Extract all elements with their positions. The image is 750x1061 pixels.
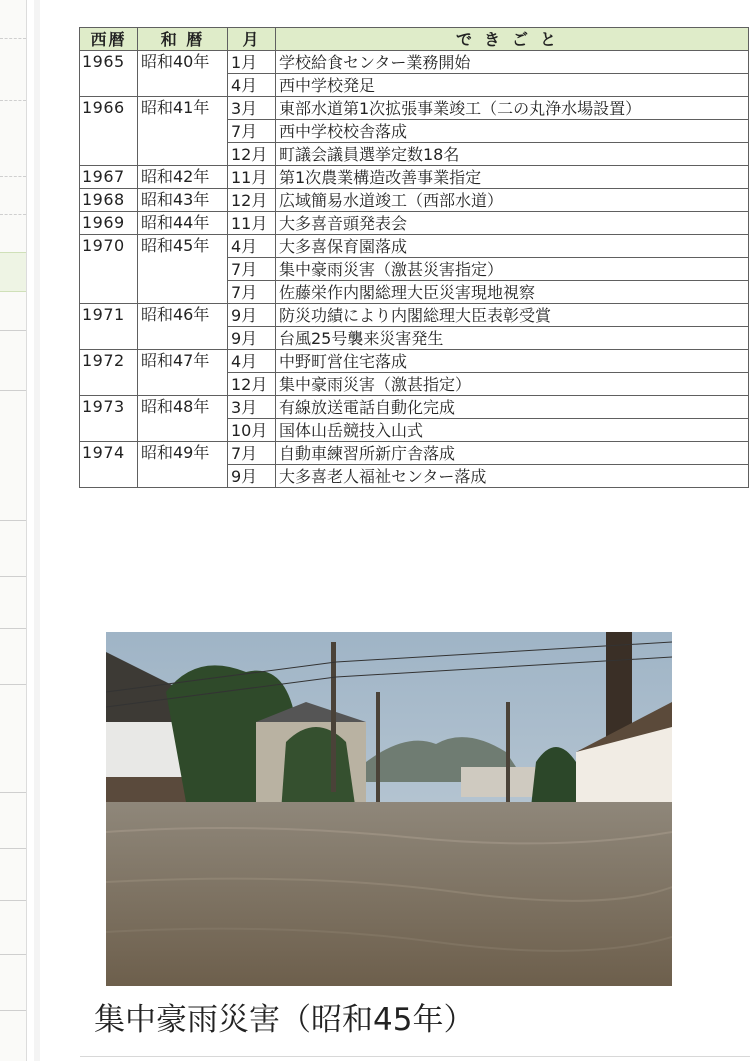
table-row: [80, 442, 749, 465]
sidebar-edge: [34, 0, 40, 1061]
cell-event: 防災功績により内閣総理大臣表彰受賞: [276, 304, 749, 327]
cell-month: 10月: [228, 419, 276, 442]
sidebar-divider: [0, 214, 26, 215]
cell-event: 集中豪雨災害（激甚指定）: [276, 373, 749, 396]
table-row: [80, 396, 749, 419]
table-header-row: [80, 28, 749, 51]
cell-event: 西中学校発足: [276, 74, 749, 97]
cell-month: 4月: [228, 350, 276, 373]
cell-event: 大多喜音頭発表会: [276, 212, 749, 235]
sidebar-divider: [0, 38, 26, 39]
cell-month: 4月: [228, 235, 276, 258]
sidebar-divider: [0, 954, 26, 955]
sidebar-divider: [0, 792, 26, 793]
cell-month: 9月: [228, 304, 276, 327]
table-row: [80, 51, 749, 74]
history-timeline-table: [79, 27, 749, 488]
cell-wareki: 昭和41年: [138, 97, 228, 166]
cell-wareki: 昭和40年: [138, 51, 228, 97]
cell-month: 7月: [228, 120, 276, 143]
cell-event: 台風25号襲来災害発生: [276, 327, 749, 350]
sidebar-divider: [0, 330, 26, 331]
cell-event: 東部水道第1次拡張事業竣工（二の丸浄水場設置）: [276, 97, 749, 120]
sidebar-divider: [0, 390, 26, 391]
cell-wareki: 昭和42年: [138, 166, 228, 189]
photo-caption: 集中豪雨災害（昭和45年）: [94, 1002, 475, 1038]
sidebar-divider: [0, 684, 26, 685]
cell-seireki: 1972: [80, 350, 138, 396]
sidebar-divider: [0, 628, 26, 629]
cell-seireki: 1971: [80, 304, 138, 350]
cell-event: 広域簡易水道竣工（西部水道）: [276, 189, 749, 212]
cell-seireki: 1968: [80, 189, 138, 212]
table-row: [80, 304, 749, 327]
cell-month: 3月: [228, 97, 276, 120]
cell-month: 4月: [228, 74, 276, 97]
cell-event: 大多喜保育園落成: [276, 235, 749, 258]
cell-month: 11月: [228, 166, 276, 189]
sidebar-divider: [0, 900, 26, 901]
cell-wareki: 昭和46年: [138, 304, 228, 350]
sidebar-divider: [0, 1010, 26, 1011]
cell-month: 7月: [228, 442, 276, 465]
cell-seireki: 1965: [80, 51, 138, 97]
cell-seireki: 1973: [80, 396, 138, 442]
sidebar-divider: [0, 576, 26, 577]
sidebar-divider: [0, 176, 26, 177]
table-row: [80, 350, 749, 373]
sidebar-divider: [0, 848, 26, 849]
table-row: [80, 97, 749, 120]
column-header-wareki: 和 暦: [138, 28, 228, 51]
cell-month: 3月: [228, 396, 276, 419]
cell-month: 12月: [228, 189, 276, 212]
cell-wareki: 昭和44年: [138, 212, 228, 235]
cell-seireki: 1967: [80, 166, 138, 189]
cell-event: 西中学校校舎落成: [276, 120, 749, 143]
cell-event: 町議会議員選挙定数18名: [276, 143, 749, 166]
cell-seireki: 1974: [80, 442, 138, 488]
cell-wareki: 昭和45年: [138, 235, 228, 304]
cell-wareki: 昭和49年: [138, 442, 228, 488]
cell-month: 1月: [228, 51, 276, 74]
cell-event: 大多喜老人福祉センター落成: [276, 465, 749, 488]
table-row: [80, 212, 749, 235]
cell-event: 佐藤栄作内閣総理大臣災害現地視察: [276, 281, 749, 304]
cell-event: 集中豪雨災害（激甚災害指定）: [276, 258, 749, 281]
flood-photo: [106, 632, 672, 986]
table-row: [80, 189, 749, 212]
column-header-event: できごと: [276, 28, 749, 51]
cell-month: 7月: [228, 258, 276, 281]
cell-month: 12月: [228, 143, 276, 166]
cell-month: 7月: [228, 281, 276, 304]
column-header-month: 月: [228, 28, 276, 51]
cell-month: 9月: [228, 465, 276, 488]
sidebar-divider: [0, 100, 26, 101]
sidebar-divider: [0, 520, 26, 521]
cell-event: 中野町営住宅落成: [276, 350, 749, 373]
table-row: [80, 166, 749, 189]
column-header-seireki: 西暦: [80, 28, 138, 51]
table-row: [80, 235, 749, 258]
cell-wareki: 昭和43年: [138, 189, 228, 212]
cell-event: 自動車練習所新庁舎落成: [276, 442, 749, 465]
cell-seireki: 1969: [80, 212, 138, 235]
left-sidebar: [0, 0, 27, 1061]
flooded-street-photo: [106, 632, 672, 986]
cell-wareki: 昭和48年: [138, 396, 228, 442]
cell-event: 学校給食センター業務開始: [276, 51, 749, 74]
cell-month: 12月: [228, 373, 276, 396]
cell-wareki: 昭和47年: [138, 350, 228, 396]
content-divider: [80, 1056, 750, 1057]
cell-month: 9月: [228, 327, 276, 350]
cell-event: 有線放送電話自動化完成: [276, 396, 749, 419]
sidebar-item-active[interactable]: [0, 252, 26, 292]
cell-seireki: 1966: [80, 97, 138, 166]
cell-seireki: 1970: [80, 235, 138, 304]
cell-event: 国体山岳競技入山式: [276, 419, 749, 442]
cell-month: 11月: [228, 212, 276, 235]
cell-event: 第1次農業構造改善事業指定: [276, 166, 749, 189]
